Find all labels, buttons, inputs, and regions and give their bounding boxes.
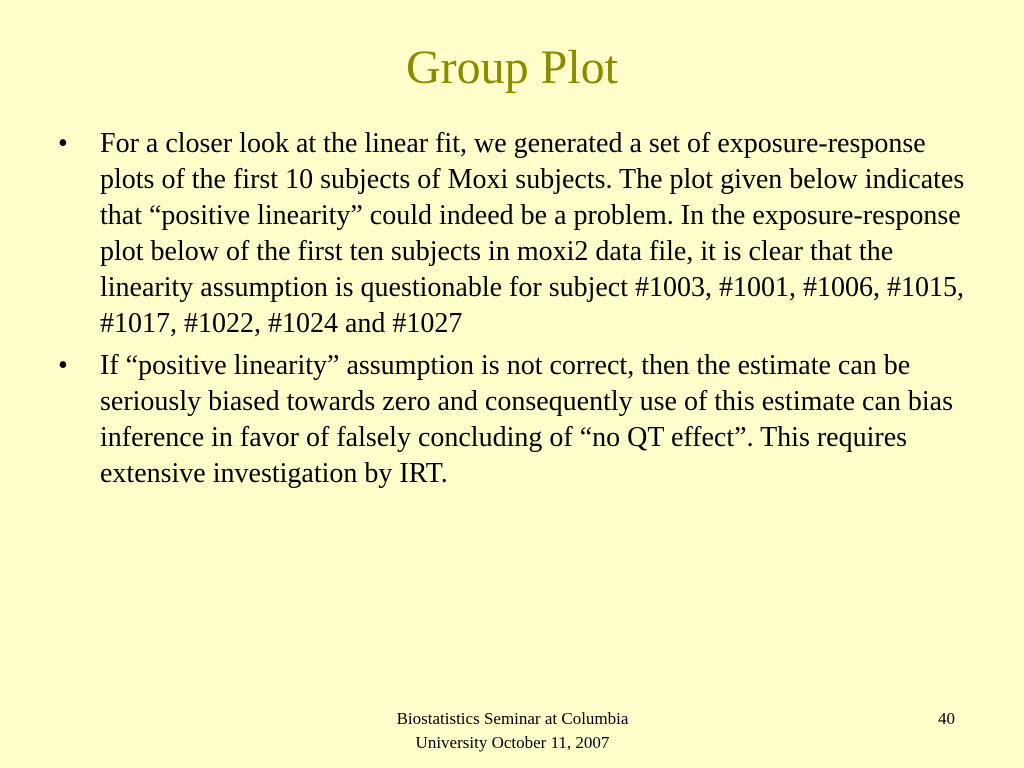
footer-line-2: University October 11, 2007	[415, 733, 610, 752]
bullet-text-1: For a closer look at the linear fit, we generated a set of exposure-response plots of the first 10 subjects of Moxi subjects. The plot given below indicates that “positive linearity” could indeed be a problem. In the exposure-response plot below of the first ten subjects in moxi2 data file, it is clear that the linearity assumption is questionable for subject #1003, #1001, #1006, #1015, #1017, #1022, #1024 and #1027	[100, 128, 965, 339]
bullet-list	[58, 126, 970, 498]
bullet-text-2: If “positive linearity” assumption is not correct, then the estimate can be seriously biased towards zero and consequently use of this estimate can bias inference in favor of falsely concluding of “no QT effect”. This requires extensive investigation by IRT.	[100, 350, 953, 489]
bullet-item-2	[58, 348, 970, 492]
footer-text	[355, 707, 670, 755]
footer-line-1: Biostatistics Seminar at Columbia	[396, 709, 629, 728]
bullet-marker-icon: •	[58, 128, 68, 159]
page-number: 40	[938, 709, 955, 728]
bullet-marker-icon: •	[58, 350, 68, 381]
slide-title: Group Plot	[405, 41, 618, 94]
bullet-item-1	[58, 126, 970, 342]
